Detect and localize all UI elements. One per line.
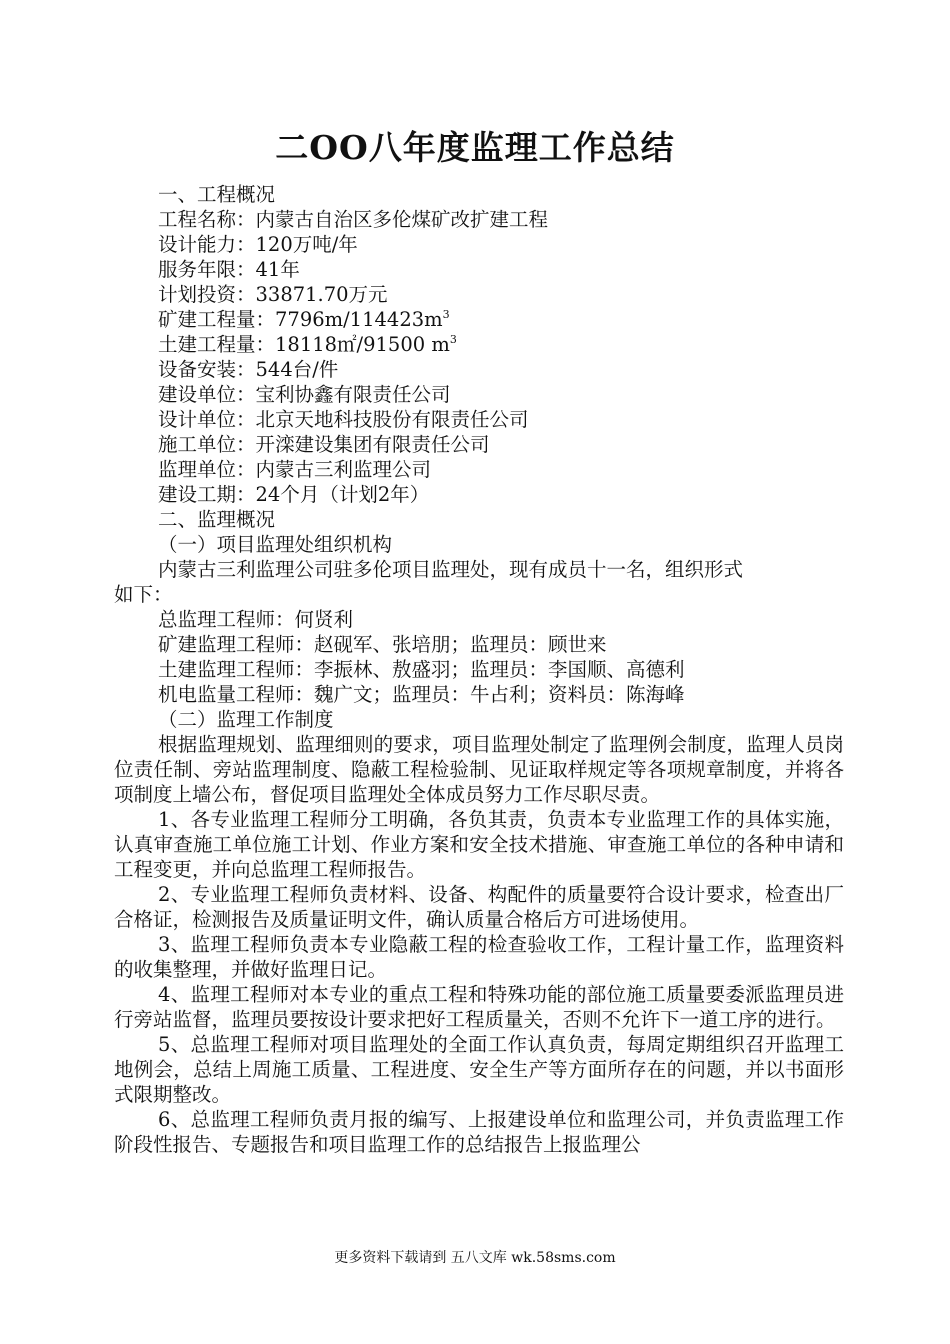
section-heading-overview: 一、工程概况: [158, 183, 276, 206]
rule-item-3: 3、监理工程师负责本专业隐蔽工程的检查验收工作，工程计量工作，监理资料的收集整理，并做好监理日记。: [114, 933, 844, 981]
mech-engineer-line: 机电监量工程师：魏广文；监理员：牛占利；资料员：陈海峰: [158, 683, 685, 706]
civil-engineer-line: 土建监理工程师：李振林、敖盛羽；监理员：李国顺、高德利: [158, 658, 685, 681]
rules-paragraph: 根据监理规划、监理细则的要求，项目监理处制定了监理例会制度，监理人员岗位责任制、旁站监理制度、隐蔽工程检验制、见证取样规定等各项规章制度，并将各项制度上墙公布，督促项目监理处全体成员努力工作尽职尽责。: [114, 733, 844, 806]
mine-volume-line: [114, 307, 844, 332]
rule-item-5: 5、总监理工程师对项目监理处的全面工作认真负责，每周定期组织召开监理工地例会，总结上周施工质量、工程进度、安全生产等方面所存在的问题，并以书面形式限期整改。: [114, 1033, 844, 1106]
rule-item-4: 4、监理工程师对本专业的重点工程和特殊功能的部位施工质量要委派监理员进行旁站监督，监理员要按设计要求把好工程质量关，否则不允许下一道工序的进行。: [114, 983, 844, 1031]
civil-volume-line: [114, 332, 844, 357]
subsection-heading-organization: （一）项目监理处组织机构: [158, 533, 393, 556]
project-name-line: 工程名称：内蒙古自治区多伦煤矿改扩建工程: [158, 208, 549, 231]
org-intro-line-1: 内蒙古三利监理公司驻多伦项目监理处，现有成员十一名，组织形式: [158, 558, 744, 581]
civil-volume-text: 土建工程量：18118㎡/91500 m: [158, 333, 450, 356]
rule-item-6: 6、总监理工程师负责月报的编写、上报建设单位和监理公司，并负责监理工作阶段性报告、专题报告和项目监理工作的总结报告上报监理公: [114, 1108, 844, 1156]
supervisor-line: 监理单位：内蒙古三利监理公司: [158, 458, 432, 481]
investment-line: 计划投资：33871.70万元: [158, 283, 388, 306]
rule-item-2: 2、专业监理工程师负责材料、设备、构配件的质量要符合设计要求，检查出厂合格证，检测报告及质量证明文件，确认质量合格后方可进场使用。: [114, 883, 844, 931]
document-body: [114, 182, 844, 1157]
mine-volume-superscript: 3: [442, 307, 450, 321]
capacity-line: 设计能力：120万吨/年: [158, 233, 358, 256]
chief-engineer-line: 总监理工程师：何贤利: [158, 608, 354, 631]
org-intro-line-2: 如下：: [114, 583, 173, 606]
equipment-line: 设备安装：544台/件: [158, 358, 339, 381]
contractor-line: 施工单位：开滦建设集团有限责任公司: [158, 433, 490, 456]
mine-engineer-line: 矿建监理工程师：赵砚军、张培朋；监理员：顾世来: [158, 633, 607, 656]
subsection-heading-rules: （二）监理工作制度: [158, 708, 334, 731]
section-heading-supervision: 二、监理概况: [158, 508, 276, 531]
page-title: 二OO八年度监理工作总结: [275, 128, 675, 167]
footer-download-note: 更多资料下载请到 五八文库 wk.58sms.com: [334, 1250, 616, 1266]
client-line: 建设单位：宝利协鑫有限责任公司: [158, 383, 451, 406]
designer-line: 设计单位：北京天地科技股份有限责任公司: [158, 408, 529, 431]
rule-item-1: 1、各专业监理工程师分工明确，各负其责，负责本专业监理工作的具体实施，认真审查施工单位施工计划、作业方案和安全技术措施、审查施工单位的各种申请和工程变更，并向总监理工程师报告。: [114, 808, 844, 881]
duration-line: 建设工期：24个月（计划2年）: [158, 483, 430, 506]
mine-volume-text: 矿建工程量：7796m/114423m: [158, 308, 443, 331]
service-years-line: 服务年限：41年: [158, 258, 300, 281]
civil-volume-superscript: 3: [449, 332, 457, 346]
